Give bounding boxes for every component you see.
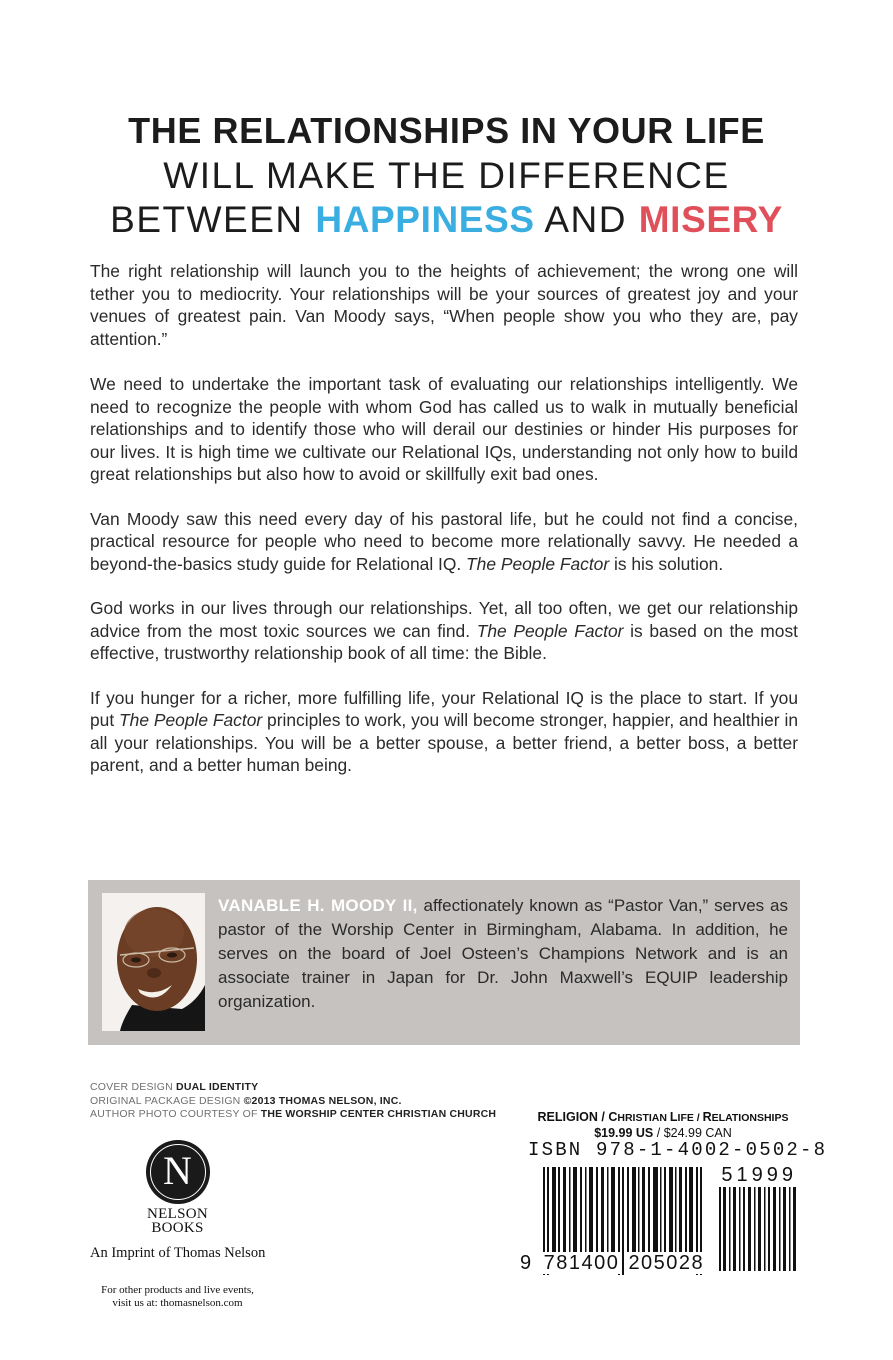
barcode-group-1: 781400 [543, 1252, 620, 1274]
imprint-text: An Imprint of Thomas Nelson [90, 1245, 266, 1261]
paragraph-5-text: If you hunger for a richer, more fulfilling life, your Relational IQ is the place to start. If you put [90, 687, 798, 730]
author-bio-text [218, 894, 788, 1014]
publisher-name-line-1: NELSON [147, 1206, 208, 1222]
credit-author-photo [90, 1108, 496, 1122]
headline-line-1: THE RELATIONSHIPS IN YOUR LIFE [128, 110, 765, 151]
logo-letter: N [163, 1148, 192, 1193]
price-barcode [717, 1165, 797, 1273]
headline-happiness: HAPPINESS [315, 199, 535, 240]
nelson-logo-icon [146, 1140, 210, 1204]
price-code-digits: 51999 [721, 1164, 797, 1186]
publisher-block [90, 1140, 265, 1310]
paragraph-2: We need to undertake the important task of evaluating our relationships intelligently. We need to recognize the people with whom God has called us to walk in mutually beneficial relationships and to identify those who will derail our destinies or hinder His purposes for our lives. It is high time we cultivate our Relational IQs, understanding not only how to build great relationships but also how to avoid or skillfully exit bad ones. [90, 374, 798, 484]
paragraph-3 [90, 508, 798, 576]
credit-value: ©2013 THOMAS NELSON, INC. [243, 1094, 402, 1107]
price-us: $19.99 US [594, 1126, 654, 1140]
author-portrait-icon [102, 893, 205, 1031]
author-name: VANABLE H. MOODY II, [218, 896, 418, 915]
bisac-category [528, 1110, 798, 1124]
category-life: IFE / [677, 1112, 703, 1124]
isbn: ISBN 978-1-4002-0502-8 [528, 1139, 828, 1161]
headline-and: AND [534, 199, 639, 240]
paragraph-5 [90, 687, 798, 777]
barcode-number [520, 1252, 705, 1275]
credit-package-design [90, 1095, 496, 1109]
paragraph-4-text: God works in our lives through our relationships. Yet, all too often, we get our relationship advice from the most toxic sources we can find. [90, 598, 798, 641]
credit-value: DUAL IDENTITY [176, 1081, 259, 1093]
credit-label: AUTHOR PHOTO COURTESY OF [90, 1108, 261, 1120]
design-credits [90, 1081, 496, 1122]
headline-between: BETWEEN [110, 199, 316, 240]
headline [0, 108, 893, 242]
credit-value: THE WORSHIP CENTER CHRISTIAN CHURCH [260, 1108, 497, 1120]
author-photo [102, 893, 205, 1031]
category-cap: C [608, 1110, 618, 1124]
credit-label: ORIGINAL PACKAGE DESIGN [90, 1094, 244, 1107]
headline-line-3 [0, 198, 893, 242]
category-cap: L [669, 1110, 678, 1124]
barcode-first-digit: 9 [520, 1252, 533, 1274]
barcode-group-2: 205028 [628, 1252, 705, 1274]
price-can: $24.99 CAN [663, 1126, 732, 1140]
credit-label: COVER DESIGN [90, 1081, 177, 1093]
headline-line-2: WILL MAKE THE DIFFERENCE [163, 155, 730, 196]
paragraph-1: The right relationship will launch you to the heights of achievement; the wrong one will tether you to mediocrity. Your relationships will be your sources of greatest joy and your venues of greatest pain. Van Moody says, “When people show you who they are, pay attention.” [90, 261, 798, 349]
headline-misery: MISERY [638, 199, 783, 240]
category-religion: RELIGION / [537, 1110, 609, 1124]
price-barcode-icon [717, 1187, 797, 1271]
paragraph-4-text-end: is based on the most effective, trustworthy relationship book of all time: the Bible. [90, 620, 798, 663]
book-title: The People Factor [466, 553, 610, 574]
paragraph-4 [90, 597, 798, 665]
visit-text [90, 1284, 265, 1310]
paragraph-3-text-end: is his solution. [609, 553, 724, 574]
credit-cover-design [90, 1081, 496, 1095]
publisher-name-line-2: BOOKS [151, 1220, 204, 1236]
category-cap: R [702, 1110, 712, 1124]
retail-info [528, 1110, 828, 1161]
author-bio-box [88, 880, 800, 1045]
category-relationships: ELATIONSHIPS [711, 1112, 789, 1124]
visit-line-2: visit us at: thomasnelson.com [112, 1297, 243, 1309]
category-christian: HRISTIAN [617, 1112, 670, 1124]
visit-line-1: For other products and live events, [101, 1284, 254, 1296]
author-bio-body: affectionately known as “Pastor Van,” serves as pastor of the Worship Center in Birmingham, Alabama. In addition, he serves on the board of Joel Osteen’s Champions Network and is an associate trainer in Japan for Dr. John Maxwell’s EQUIP leadership organization. [218, 896, 788, 1011]
price-separator: / [653, 1126, 664, 1140]
book-title: The People Factor [476, 620, 624, 641]
paragraph-3-text: Van Moody saw this need every day of his pastoral life, but he could not find a concise, practical resource for people who need to become more relationally savvy. He needed a beyond-the-basics study guide for Relational IQ. [90, 508, 798, 574]
price [528, 1126, 798, 1140]
book-title: The People Factor [119, 710, 263, 730]
description [90, 260, 798, 799]
paragraph-5-text-end: principles to work, you will become stronger, happier, and healthier in all your relationships. You will be a better spouse, a better friend, a better boss, a better parent, and a better human being. [90, 710, 798, 775]
